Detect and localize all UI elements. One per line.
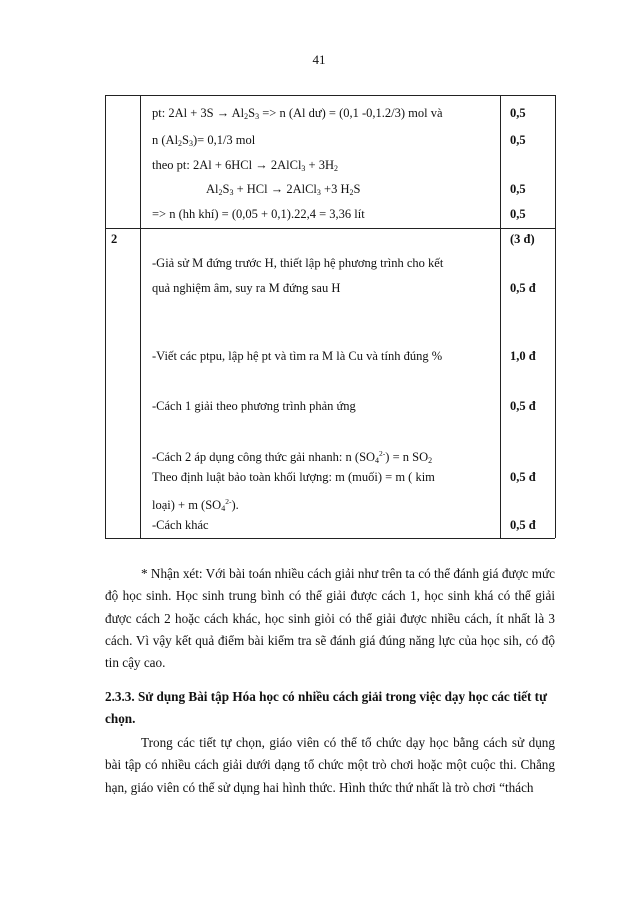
score-3: 0,5 bbox=[510, 182, 526, 196]
equation-line-5: => n (hh khí) = (0,05 + 0,1).22,4 = 3,36 lít bbox=[152, 207, 365, 221]
right-arrow-icon: → bbox=[216, 106, 230, 120]
subscript: 3 bbox=[255, 112, 260, 121]
table-border-bottom bbox=[105, 538, 555, 539]
solution-item-5-score: 0,5 đ bbox=[510, 470, 536, 484]
subscript: 2 bbox=[428, 456, 433, 465]
equation-line-3: theo pt: 2Al + 6HCl → 2AlCl$_3$ + $3H_2$ bbox=[152, 158, 338, 173]
equation-line-1: pt: $2Al + 3S \to Al_2S_3 => n$ (Al dư) = (0,1 -0,1.2/3) mol và bbox=[152, 106, 443, 121]
score-2: 0,5 bbox=[510, 133, 526, 147]
subscript: 3 bbox=[229, 188, 234, 197]
subscript: 2 bbox=[334, 164, 338, 173]
solution-item-3-score: 0,5 đ bbox=[510, 399, 536, 413]
solution-item-3: -Cách 1 giải theo phương trình phản ứng bbox=[152, 399, 356, 413]
question-number: 2 bbox=[111, 232, 118, 246]
table-border-right bbox=[555, 95, 556, 538]
subscript: 2 bbox=[218, 188, 223, 197]
table-divider-score bbox=[500, 95, 501, 538]
solution-item-1-line-2: quả nghiệm âm, suy ra M đứng sau H bbox=[152, 281, 341, 295]
solution-item-1-score: 0,5 đ bbox=[510, 281, 536, 295]
grading-table bbox=[105, 95, 555, 538]
superscript: 2- bbox=[225, 497, 232, 506]
solution-item-4: -Cách 2 áp dụng công thức gải nhanh: n $(SO_4^{2-}) = n$ $SO_2$ bbox=[152, 449, 433, 465]
subscript: 3 bbox=[189, 139, 193, 148]
subscript: 2 bbox=[349, 188, 354, 197]
table-row-divider bbox=[105, 228, 555, 229]
right-arrow-icon: → bbox=[270, 182, 284, 196]
score-1: 0,5 bbox=[510, 106, 526, 120]
table-border-top bbox=[105, 95, 555, 96]
solution-item-6: -Cách khác bbox=[152, 518, 209, 532]
subscript: 3 bbox=[301, 164, 306, 173]
solution-item-5-line-1: Theo định luật bảo toàn khối lượng: m (muối) = m ( kim bbox=[152, 470, 435, 484]
section-heading: 2.3.3. Sử dụng Bài tập Hóa học có nhiều cách giải trong việc dạy học các tiết tự chọn. bbox=[105, 689, 547, 727]
solution-item-2: -Viết các ptpu, lập hệ pt và tìm ra M là Cu và tính đúng % bbox=[152, 349, 443, 363]
page-number: 41 bbox=[312, 52, 326, 67]
subscript: 4 bbox=[221, 504, 226, 513]
subscript: 4 bbox=[375, 456, 380, 465]
table-divider-number bbox=[140, 95, 141, 538]
superscript: 2- bbox=[379, 449, 386, 458]
solution-item-5-line-2: loại) + m $(SO_4^{2-})$. bbox=[152, 497, 239, 513]
equation-line-2: n $(Al_2S_3)= 0,1/3$ mol bbox=[152, 133, 256, 148]
subscript: 2 bbox=[178, 139, 183, 148]
remark-paragraph: * Nhận xét: Với bài toán nhiều cách giải như trên ta có thể đánh giá được mức độ học sinh. Học sinh trung bình có thể giải được cách 1, học sinh khá có thể giải được cách 2 hoặc cách khác, học sinh giỏi có thể giải được nhiều cách, ít nhất là 3 cách. Vì vậy kết quả điểm bài kiểm tra sẽ đánh giá đúng năng lực của học sih, có độ tin cậy cao. bbox=[105, 566, 555, 671]
solution-item-2-score: 1,0 đ bbox=[510, 349, 536, 363]
solution-item-6-score: 0,5 đ bbox=[510, 518, 536, 532]
solution-item-1-line-1: -Giả sử M đứng trước H, thiết lập hệ phương trình cho kết bbox=[152, 256, 444, 270]
subscript: 3 bbox=[316, 188, 321, 197]
table-border-left bbox=[105, 95, 106, 538]
right-arrow-icon: → bbox=[255, 158, 268, 172]
question-total: (3 đ) bbox=[510, 232, 535, 246]
score-4: 0,5 bbox=[510, 207, 526, 221]
body-paragraph: Trong các tiết tự chọn, giáo viên có thể tổ chức dạy học bằng cách sử dụng bài tập có nhiều cách giải dưới dạng tổ chức một trò chơi hoặc một cuộc thi. Chẳng hạn, giáo viên có thể sử dụng hai hình thức. Hình thức thứ nhất là trò chơi “thách bbox=[105, 735, 555, 795]
equation-line-4: $Al_2S_3$ + HCl → 2AlCl$_3$ +3 $H_2S$ bbox=[206, 182, 361, 197]
subscript: 2 bbox=[244, 112, 249, 121]
